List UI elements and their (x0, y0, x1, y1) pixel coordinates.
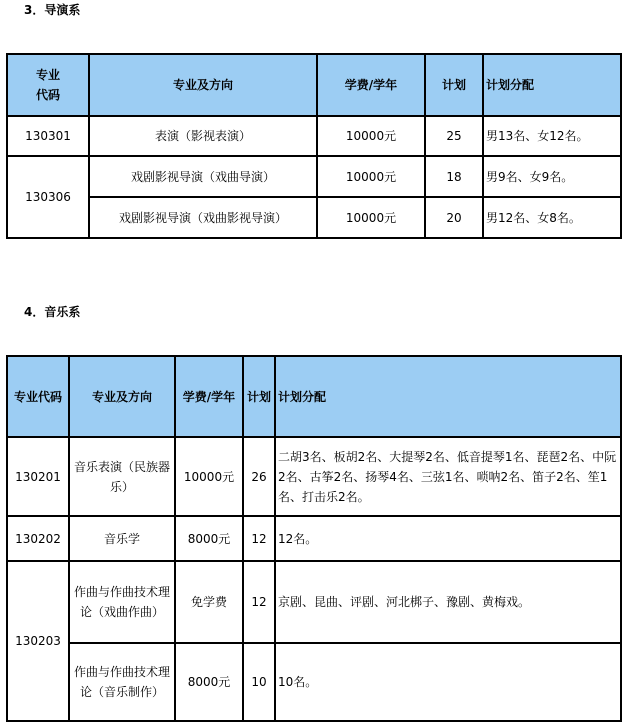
cell-major: 戏剧影视导演（戏曲影视导演） (89, 197, 317, 238)
cell-fee: 10000元 (317, 197, 425, 238)
table-row (7, 643, 621, 721)
cell-code: 130201 (7, 437, 69, 516)
header-major: 专业及方向 (89, 54, 317, 116)
table-header-row (7, 356, 621, 437)
cell-fee: 10000元 (317, 116, 425, 156)
table-row (7, 197, 621, 238)
cell-plan: 20 (425, 197, 483, 238)
table-row (7, 156, 621, 197)
table-row (7, 116, 621, 156)
music-table (6, 355, 622, 722)
cell-plan: 18 (425, 156, 483, 197)
header-alloc: 计划分配 (483, 54, 621, 116)
cell-alloc: 男13名、女12名。 (483, 116, 621, 156)
cell-code: 130202 (7, 516, 69, 561)
cell-major: 音乐表演（民族器乐） (69, 437, 175, 516)
cell-code: 130306 (7, 156, 89, 238)
header-fee: 学费/学年 (317, 54, 425, 116)
cell-plan: 10 (243, 643, 275, 721)
cell-major: 表演（影视表演） (89, 116, 317, 156)
header-alloc: 计划分配 (275, 356, 621, 437)
section-heading-directing: 3．导演系 (24, 3, 81, 17)
cell-alloc: 男9名、女9名。 (483, 156, 621, 197)
cell-alloc: 10名。 (275, 643, 621, 721)
header-plan: 计划 (243, 356, 275, 437)
header-code: 专业 代码 (7, 54, 89, 116)
table-row (7, 437, 621, 516)
cell-plan: 12 (243, 561, 275, 643)
table-header-row (7, 54, 621, 116)
cell-plan: 12 (243, 516, 275, 561)
cell-fee: 8000元 (175, 643, 243, 721)
cell-fee: 10000元 (317, 156, 425, 197)
cell-code: 130301 (7, 116, 89, 156)
cell-alloc: 男12名、女8名。 (483, 197, 621, 238)
cell-alloc: 二胡3名、板胡2名、大提琴2名、低音提琴1名、琵琶2名、中阮2名、古筝2名、扬琴4名、三弦1名、唢呐2名、笛子2名、笙1名、打击乐2名。 (275, 437, 621, 516)
cell-major: 作曲与作曲技术理论（音乐制作） (69, 643, 175, 721)
header-major: 专业及方向 (69, 356, 175, 437)
cell-fee: 8000元 (175, 516, 243, 561)
cell-plan: 25 (425, 116, 483, 156)
directing-table (6, 53, 622, 239)
header-code: 专业代码 (7, 356, 69, 437)
table-row (7, 516, 621, 561)
section-heading-music: 4．音乐系 (24, 305, 81, 319)
cell-major: 戏剧影视导演（戏曲导演） (89, 156, 317, 197)
cell-alloc: 京剧、昆曲、评剧、河北梆子、豫剧、黄梅戏。 (275, 561, 621, 643)
cell-plan: 26 (243, 437, 275, 516)
cell-code: 130203 (7, 561, 69, 721)
table-row (7, 561, 621, 643)
header-plan: 计划 (425, 54, 483, 116)
cell-alloc: 12名。 (275, 516, 621, 561)
cell-major: 音乐学 (69, 516, 175, 561)
cell-major: 作曲与作曲技术理论（戏曲作曲） (69, 561, 175, 643)
cell-fee: 10000元 (175, 437, 243, 516)
cell-fee: 免学费 (175, 561, 243, 643)
header-fee: 学费/学年 (175, 356, 243, 437)
